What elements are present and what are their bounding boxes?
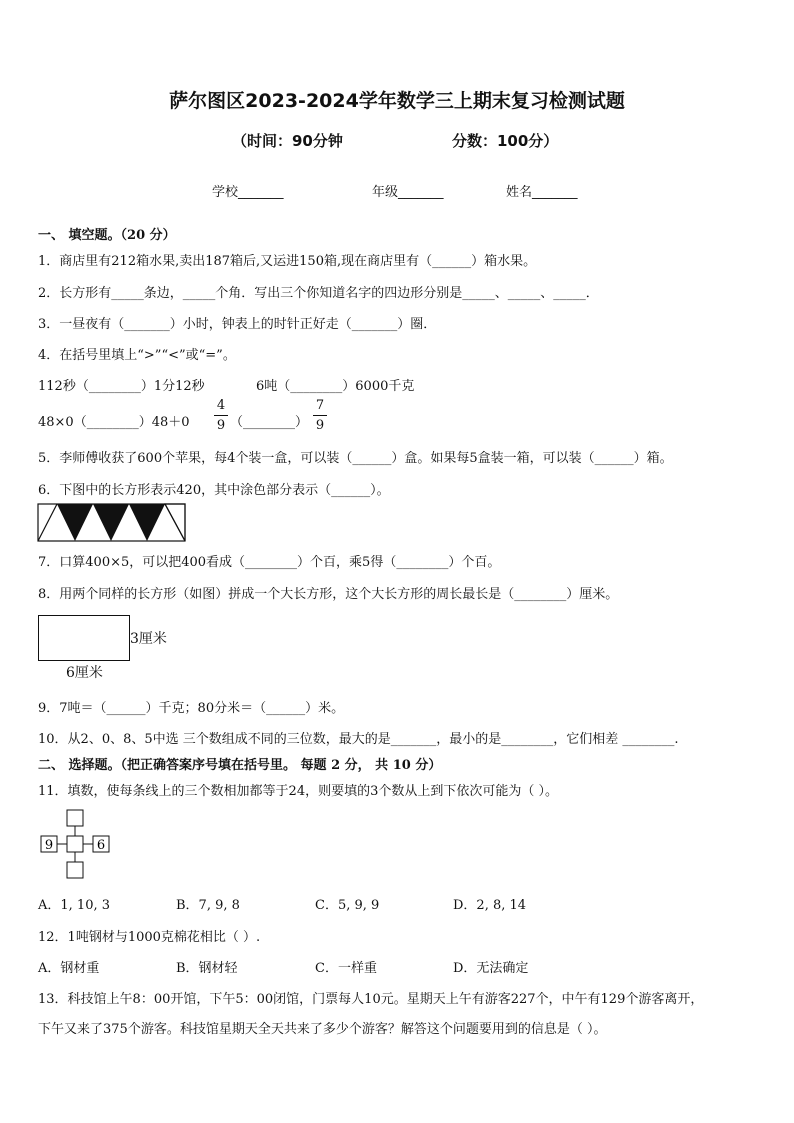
shaded-rectangle-figure — [37, 503, 187, 543]
question-1: 1．商店里有212箱水果,卖出187箱后,又运进150箱,现在商店里有（______）箱水果。 — [38, 254, 537, 269]
q12-option-a[interactable]: A．钢材重 — [38, 961, 100, 976]
q12-option-d[interactable]: D．无法确定 — [453, 961, 529, 976]
grade-field: 年级_______ — [372, 185, 444, 200]
rectangle-figure — [38, 615, 130, 661]
question-4c: 48×0（________）48＋0 — [38, 415, 190, 430]
cross-number-figure — [38, 809, 118, 881]
question-7: 7．口算400×5，可以把400看成（________）个百，乘5得（________）个百。 — [38, 555, 501, 570]
rectangle-width-label: 6厘米 — [66, 665, 103, 681]
fraction-numerator: 4 — [216, 398, 226, 413]
exam-time: （时间：90分钟 — [232, 132, 343, 150]
cross-right-number: 6 — [96, 838, 106, 853]
section-heading-choice: 二、 选择题。（把正确答案序号填在括号里。 每题 2 分， 共 10 分） — [38, 758, 442, 773]
question-4a: 112秒（________）1分12秒 — [38, 379, 205, 394]
school-field: 学校_______ — [212, 185, 284, 200]
question-13-line2: 下午又来了375个游客。科技馆星期天全天共来了多少个游客？解答这个问题要用到的信息是（ ）。 — [38, 1022, 607, 1037]
question-11: 11．填数，使每条线上的三个数相加都等于24，则要填的3个数从上到下依次可能为（ ）。 — [38, 784, 558, 799]
fraction-denominator: 9 — [216, 418, 226, 433]
q11-option-b[interactable]: B．7, 9, 8 — [176, 898, 240, 913]
question-9: 9．7吨＝（______）千克；80分米＝（______）米。 — [38, 701, 345, 716]
fraction-denominator: 9 — [315, 418, 325, 433]
fraction-numerator: 7 — [315, 398, 325, 413]
q11-option-c[interactable]: C．5, 9, 9 — [315, 898, 380, 913]
question-13-line1: 13．科技馆上午8：00开馆，下午5：00闭馆，门票每人10元。星期天上午有游客227个，中午有129个游客离开， — [38, 992, 704, 1007]
cross-left-number: 9 — [44, 838, 54, 853]
q12-option-b[interactable]: B．钢材轻 — [176, 961, 238, 976]
exam-score: 分数：100分） — [452, 132, 559, 150]
question-4b: 6吨（________）6000千克 — [256, 379, 415, 394]
q12-option-c[interactable]: C．一样重 — [315, 961, 377, 976]
q11-option-d[interactable]: D．2, 8, 14 — [453, 898, 527, 913]
fraction-seven-ninths — [313, 398, 327, 433]
rectangle-height-label: 3厘米 — [130, 631, 167, 647]
section-heading-fill: 一、 填空题。（20 分） — [38, 228, 176, 243]
fraction-four-ninths — [214, 398, 228, 433]
q11-option-a[interactable]: A．1, 10, 3 — [38, 898, 111, 913]
question-12: 12．1吨钢材与1000克棉花相比（ ）. — [38, 930, 261, 945]
page-title: 萨尔图区2023-2024学年数学三上期末复习检测试题 — [169, 90, 625, 112]
question-4: 4．在括号里填上“>”“<”或“=”。 — [38, 348, 236, 363]
name-field: 姓名_______ — [506, 185, 578, 200]
question-6: 6．下图中的长方形表示420，其中涂色部分表示（______）。 — [38, 483, 390, 498]
question-2: 2．长方形有_____条边，_____个角．写出三个你知道名字的四边形分别是_____、_____、_____． — [38, 286, 599, 301]
question-5: 5．李师傅收获了600个苹果，每4个装一盒，可以装（______）盒。如果每5盒装一箱，可以装（______）箱。 — [38, 451, 673, 466]
question-3: 3．一昼夜有（_______）小时，钟表上的时针正好走（_______）圈． — [38, 317, 437, 332]
question-10: 10．从2、0、8、5中选 三个数组成不同的三位数，最大的是_______，最小的是________，它们相差 ________. — [38, 732, 679, 747]
question-4d-blank: （________） — [230, 415, 309, 430]
question-8: 8．用两个同样的长方形（如图）拼成一个大长方形，这个大长方形的周长最长是（________）厘米。 — [38, 587, 619, 602]
